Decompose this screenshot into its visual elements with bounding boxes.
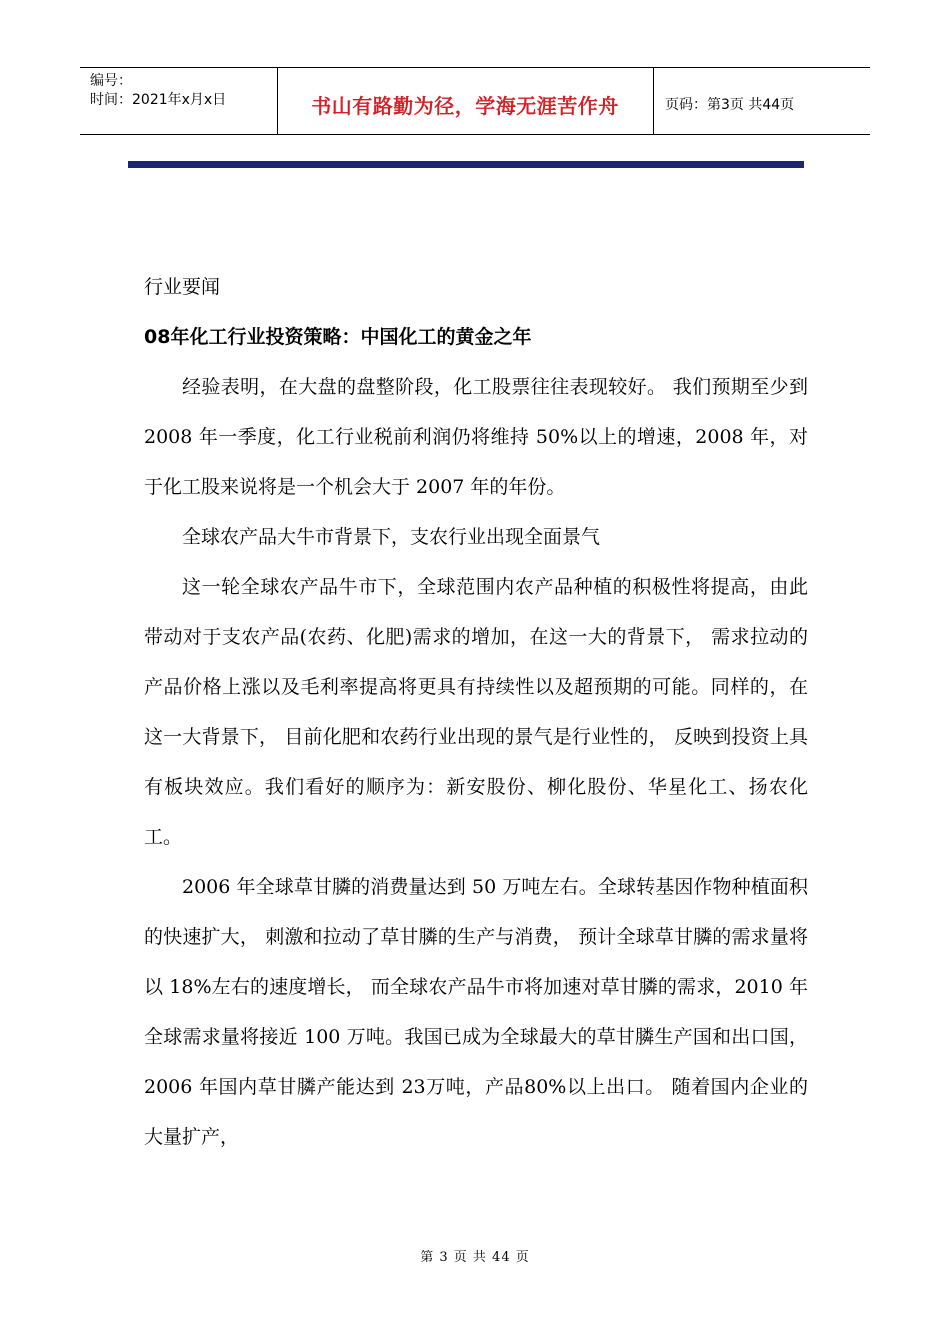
- page-info: 页码：第3页 共44页: [665, 97, 795, 113]
- section-label: 行业要闻: [144, 276, 221, 298]
- header-page-cell: [653, 68, 870, 134]
- page-footer: 第 3 页 共 44 页: [420, 1250, 530, 1265]
- article-body: [144, 262, 808, 1162]
- article-title: 08年化工行业投资策略：中国化工的黄金之年: [144, 326, 532, 348]
- paragraph: 2006 年全球草甘膦的消费量达到 50 万吨左右。全球转基因作物种植面积的快速扩大， 刺激和拉动了草甘膦的生产与消费， 预计全球草甘膦的需求量将以 18%左右的速度增长， 而全球农产品牛市将加速对草甘膦的需求，2010 年全球需求量将接近 100 万吨。我国已成为全球最大的草甘膦生产国和出口国，2006 年国内草甘膦产能达到 23万吨，产品80%以上出口。 随着国内企业的大量扩产，: [144, 876, 808, 1148]
- motto-text: 书山有路勤为径，学海无涯苦作舟: [311, 94, 619, 118]
- header-divider-bar: [128, 161, 804, 168]
- document-time: 时间：2021年x月x日: [90, 92, 227, 108]
- paragraph-subheading: 全球农产品大牛市背景下，支农行业出现全面景气: [182, 526, 601, 548]
- document-number: 编号：: [90, 73, 132, 89]
- paragraph: 经验表明，在大盘的盘整阶段，化工股票往往表现较好。 我们预期至少到 2008 年一季度，化工行业税前利润仍将维持 50%以上的增速，2008 年，对于化工股来说将是一个机会大于 2007 年的年份。: [144, 376, 808, 498]
- header-motto-cell: [277, 68, 654, 134]
- header-table: [80, 67, 870, 135]
- header-meta-cell: [80, 68, 278, 134]
- paragraph: 这一轮全球农产品牛市下，全球范围内农产品种植的积极性将提高，由此带动对于支农产品(农药、化肥)需求的增加，在这一大的背景下， 需求拉动的产品价格上涨以及毛利率提高将更具有持续性以及超预期的可能。同样的，在这一大背景下， 目前化肥和农药行业出现的景气是行业性的， 反映到投资上具有板块效应。我们看好的顺序为：新安股份、柳化股份、华星化工、扬农化工。: [144, 576, 808, 848]
